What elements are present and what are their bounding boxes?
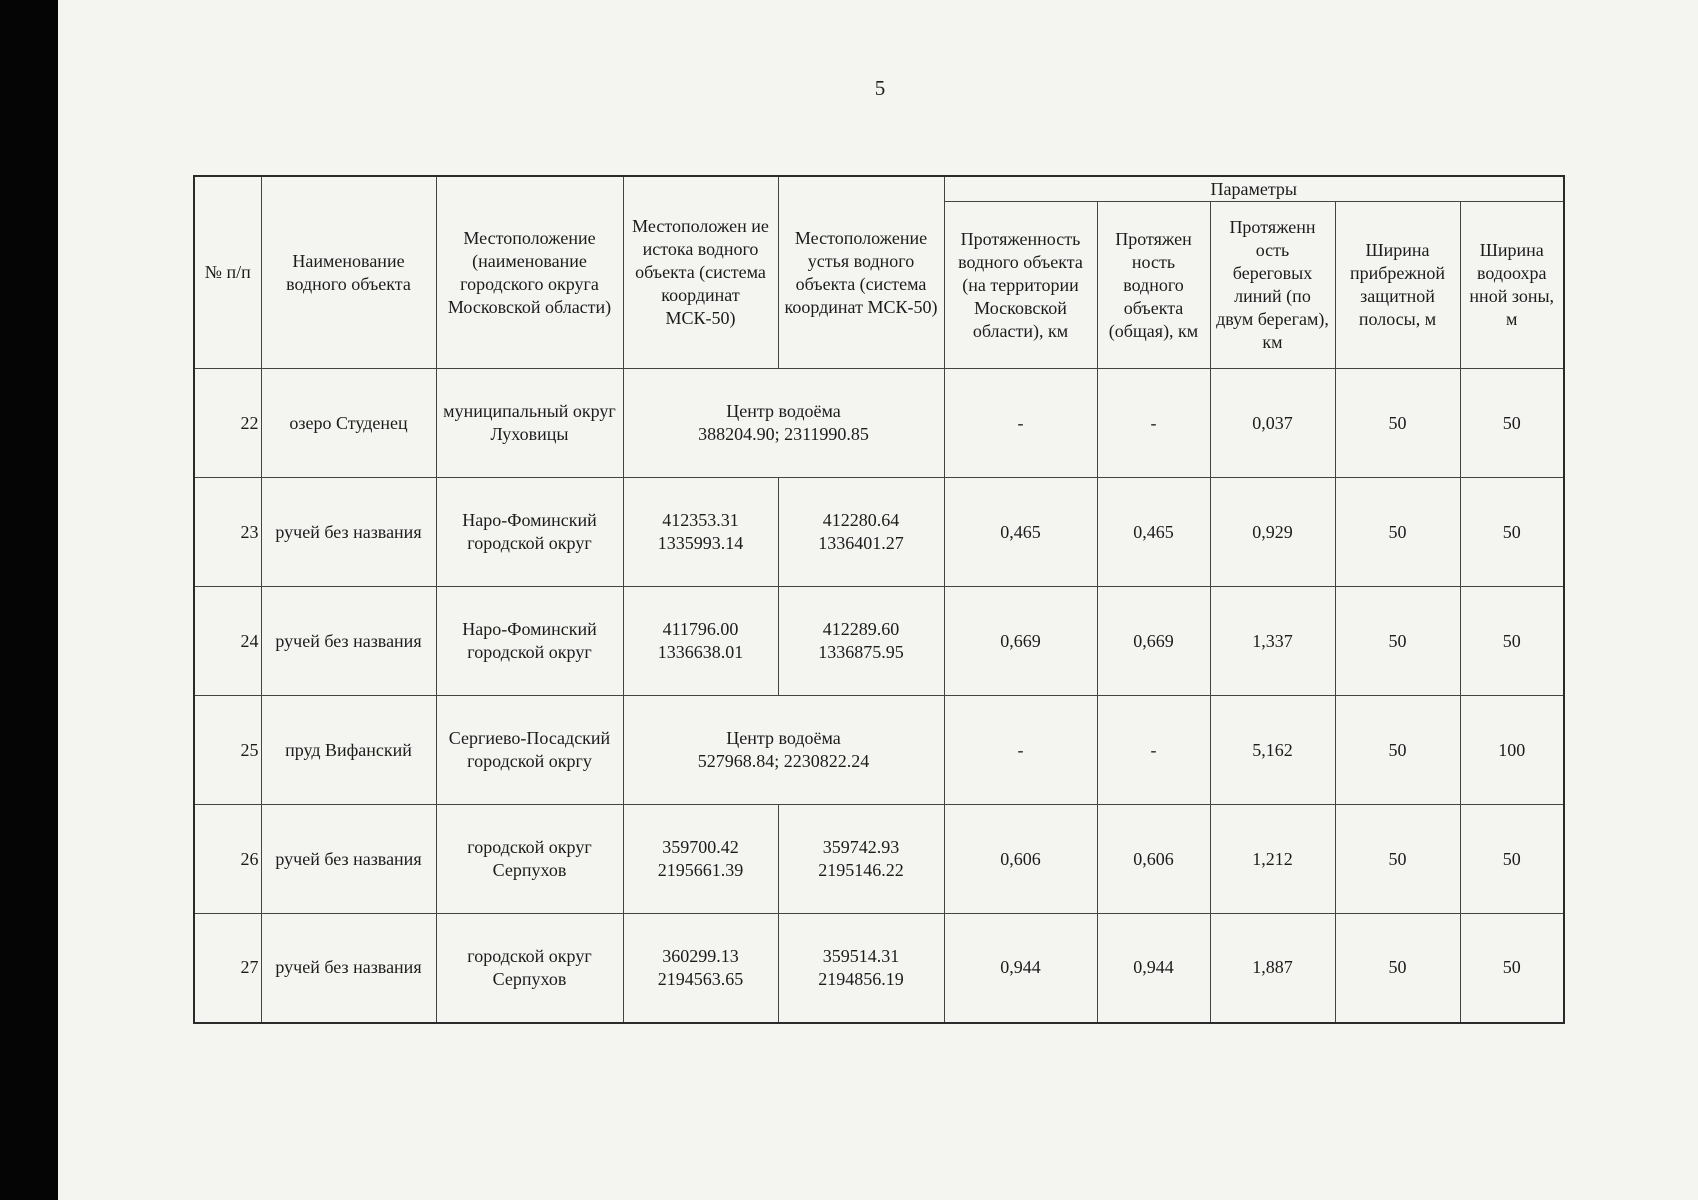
mouth-coord-2: 1336875.95 (818, 642, 904, 662)
shore-length: 1,337 (1210, 587, 1335, 696)
mouth-coord-2: 2195146.22 (818, 860, 904, 880)
header-zone-width: Ширина водоохра нной зоны, м (1460, 202, 1564, 369)
water-body-location: Наро-Фоминский городской округ (436, 587, 623, 696)
header-length-total: Протяжен ность водного объекта (общая), км (1097, 202, 1210, 369)
zone-width: 50 (1460, 914, 1564, 1023)
zone-width: 100 (1460, 696, 1564, 805)
reservoir-center (623, 696, 944, 805)
zone-width: 50 (1460, 478, 1564, 587)
length-total: - (1097, 369, 1210, 478)
strip-width: 50 (1335, 805, 1460, 914)
length-total: 0,465 (1097, 478, 1210, 587)
strip-width: 50 (1335, 587, 1460, 696)
water-body-name: ручей без названия (261, 805, 436, 914)
center-label: Центр водоёма (726, 401, 841, 421)
mouth-coord-1: 359514.31 (822, 945, 900, 966)
mouth-coord-2: 2194856.19 (818, 968, 904, 989)
source-coord-2: 1335993.14 (657, 533, 744, 553)
length-region: 0,606 (944, 805, 1097, 914)
zone-width: 50 (1460, 369, 1564, 478)
header-strip-width: Ширина прибрежной защитной полосы, м (1335, 202, 1460, 369)
shore-length: 5,162 (1210, 696, 1335, 805)
water-body-name: ручей без названия (261, 914, 436, 1023)
source-coords (623, 805, 778, 914)
header-location: Местоположение (наименование городского округа Московской области) (436, 176, 623, 369)
center-coords: 527968.84; 2230822.24 (697, 751, 870, 771)
mouth-coord-2: 1336401.27 (818, 533, 904, 553)
water-body-location: муниципальный округ Луховицы (436, 369, 623, 478)
source-coord-1: 359700.42 (662, 837, 739, 857)
length-region: 0,465 (944, 478, 1097, 587)
header-params: Параметры (944, 176, 1564, 202)
source-coords (623, 587, 778, 696)
source-coord-2: 1336638.01 (657, 642, 744, 662)
source-coord-1: 412353.31 (662, 510, 739, 530)
length-region: - (944, 369, 1097, 478)
header-mouth: Местоположение устья водного объекта (система координат МСК-50) (778, 176, 944, 369)
table-row (194, 805, 1564, 914)
water-body-name: озеро Студенец (261, 369, 436, 478)
table-row (194, 478, 1564, 587)
water-bodies-table (193, 175, 1565, 1024)
table-row (194, 369, 1564, 478)
length-total: - (1097, 696, 1210, 805)
row-number: 27 (194, 914, 261, 1023)
header-shore-length: Протяженн ость береговых линий (по двум берегам), км (1210, 202, 1335, 369)
zone-width: 50 (1460, 805, 1564, 914)
water-body-name: ручей без названия (261, 587, 436, 696)
table-row (194, 696, 1564, 805)
water-body-location: городской округ Серпухов (436, 914, 623, 1023)
water-body-location: городской округ Серпухов (436, 805, 623, 914)
page-number: 5 (874, 76, 886, 100)
source-coords (623, 478, 778, 587)
mouth-coord-1: 359742.93 (822, 837, 900, 857)
strip-width: 50 (1335, 696, 1460, 805)
header-source: Местоположен ие истока водного объекта (система координат МСК-50) (623, 176, 778, 369)
mouth-coords (778, 587, 944, 696)
reservoir-center (623, 369, 944, 478)
strip-width: 50 (1335, 914, 1460, 1023)
source-coord-1: 411796.00 (662, 619, 739, 639)
source-coords (623, 914, 778, 1023)
length-total: 0,944 (1097, 914, 1210, 1023)
length-region: - (944, 696, 1097, 805)
source-coord-1: 360299.13 (662, 945, 739, 966)
length-region: 0,944 (944, 914, 1097, 1023)
mouth-coords (778, 805, 944, 914)
header-num: № п/п (194, 176, 261, 369)
shore-length: 1,887 (1210, 914, 1335, 1023)
shore-length: 0,929 (1210, 478, 1335, 587)
source-coord-2: 2194563.65 (657, 968, 744, 989)
row-number: 22 (194, 369, 261, 478)
length-total: 0,669 (1097, 587, 1210, 696)
scan-edge (0, 0, 58, 1200)
water-body-name: пруд Вифанский (261, 696, 436, 805)
source-coord-2: 2195661.39 (657, 860, 744, 880)
mouth-coords (778, 478, 944, 587)
water-body-name: ручей без названия (261, 478, 436, 587)
shore-length: 0,037 (1210, 369, 1335, 478)
strip-width: 50 (1335, 478, 1460, 587)
row-number: 24 (194, 587, 261, 696)
length-total: 0,606 (1097, 805, 1210, 914)
water-body-location: Наро-Фоминский городской округ (436, 478, 623, 587)
header-name: Наименование водного объекта (261, 176, 436, 369)
mouth-coords (778, 914, 944, 1023)
center-label: Центр водоёма (726, 728, 841, 748)
table-row (194, 914, 1564, 1023)
length-region: 0,669 (944, 587, 1097, 696)
zone-width: 50 (1460, 587, 1564, 696)
row-number: 23 (194, 478, 261, 587)
row-number: 25 (194, 696, 261, 805)
table-row (194, 587, 1564, 696)
row-number: 26 (194, 805, 261, 914)
header-length-region: Протяженность водного объекта (на территории Московской области), км (944, 202, 1097, 369)
mouth-coord-1: 412289.60 (822, 619, 900, 639)
shore-length: 1,212 (1210, 805, 1335, 914)
mouth-coord-1: 412280.64 (822, 510, 900, 530)
center-coords: 388204.90; 2311990.85 (698, 424, 869, 444)
strip-width: 50 (1335, 369, 1460, 478)
water-body-location: Сергиево-Посадский городской окргу (436, 696, 623, 805)
